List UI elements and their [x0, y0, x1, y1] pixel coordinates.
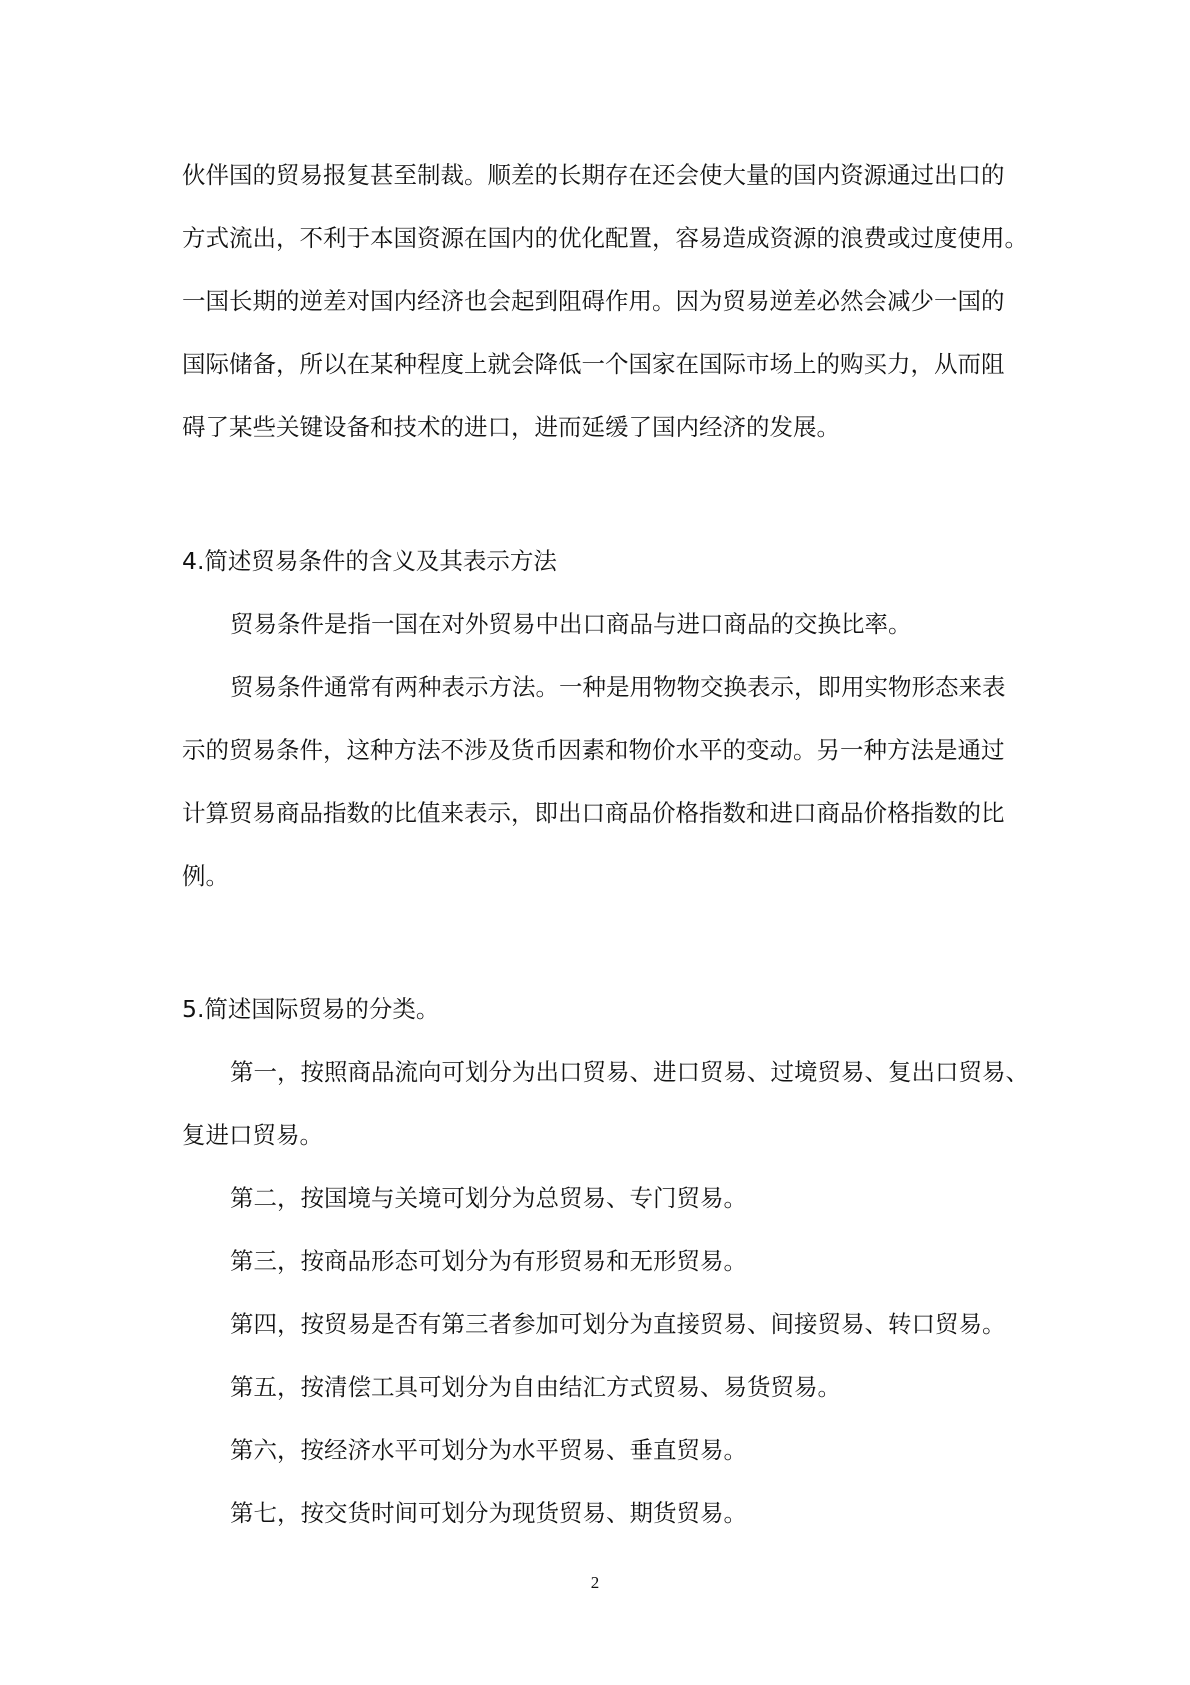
- section-heading: 4.简述贸易条件的含义及其表示方法: [182, 547, 557, 575]
- list-item: 第四，按贸易是否有第三者参加可划分为直接贸易、间接贸易、转口贸易。: [230, 1310, 1006, 1338]
- list-item: 复进口贸易。: [182, 1121, 323, 1149]
- list-item: 第六，按经济水平可划分为水平贸易、垂直贸易。: [230, 1436, 747, 1464]
- page-number: 2: [590, 1573, 600, 1592]
- list-item: 第三，按商品形态可划分为有形贸易和无形贸易。: [230, 1247, 747, 1275]
- list-item: 第一，按照商品流向可划分为出口贸易、进口贸易、过境贸易、复出口贸易、: [230, 1058, 1029, 1086]
- text-line: 碍了某些关键设备和技术的进口，进而延缓了国内经济的发展。: [182, 413, 840, 441]
- list-item: 第七，按交货时间可划分为现货贸易、期货贸易。: [230, 1499, 747, 1527]
- list-item: 第五，按清偿工具可划分为自由结汇方式贸易、易货贸易。: [230, 1373, 841, 1401]
- text-line: 伙伴国的贸易报复甚至制裁。顺差的长期存在还会使大量的国内资源通过出口的: [182, 161, 1005, 189]
- text-line: 一国长期的逆差对国内经济也会起到阻碍作用。因为贸易逆差必然会减少一国的: [182, 287, 1005, 315]
- section-heading: 5.简述国际贸易的分类。: [182, 995, 440, 1023]
- text-line: 国际储备，所以在某种程度上就会降低一个国家在国际市场上的购买力，从而阻: [182, 350, 1005, 378]
- list-item: 第二，按国境与关境可划分为总贸易、专门贸易。: [230, 1184, 747, 1212]
- paragraph-line: 贸易条件通常有两种表示方法。一种是用物物交换表示，即用实物形态来表: [230, 673, 1006, 701]
- paragraph-line: 贸易条件是指一国在对外贸易中出口商品与进口商品的交换比率。: [230, 610, 912, 638]
- paragraph-line: 计算贸易商品指数的比值来表示，即出口商品价格指数和进口商品价格指数的比: [182, 799, 1005, 827]
- paragraph-line: 例。: [182, 862, 229, 890]
- paragraph-line: 示的贸易条件，这种方法不涉及货币因素和物价水平的变动。另一种方法是通过: [182, 736, 1005, 764]
- text-line: 方式流出，不利于本国资源在国内的优化配置，容易造成资源的浪费或过度使用。: [182, 224, 1028, 252]
